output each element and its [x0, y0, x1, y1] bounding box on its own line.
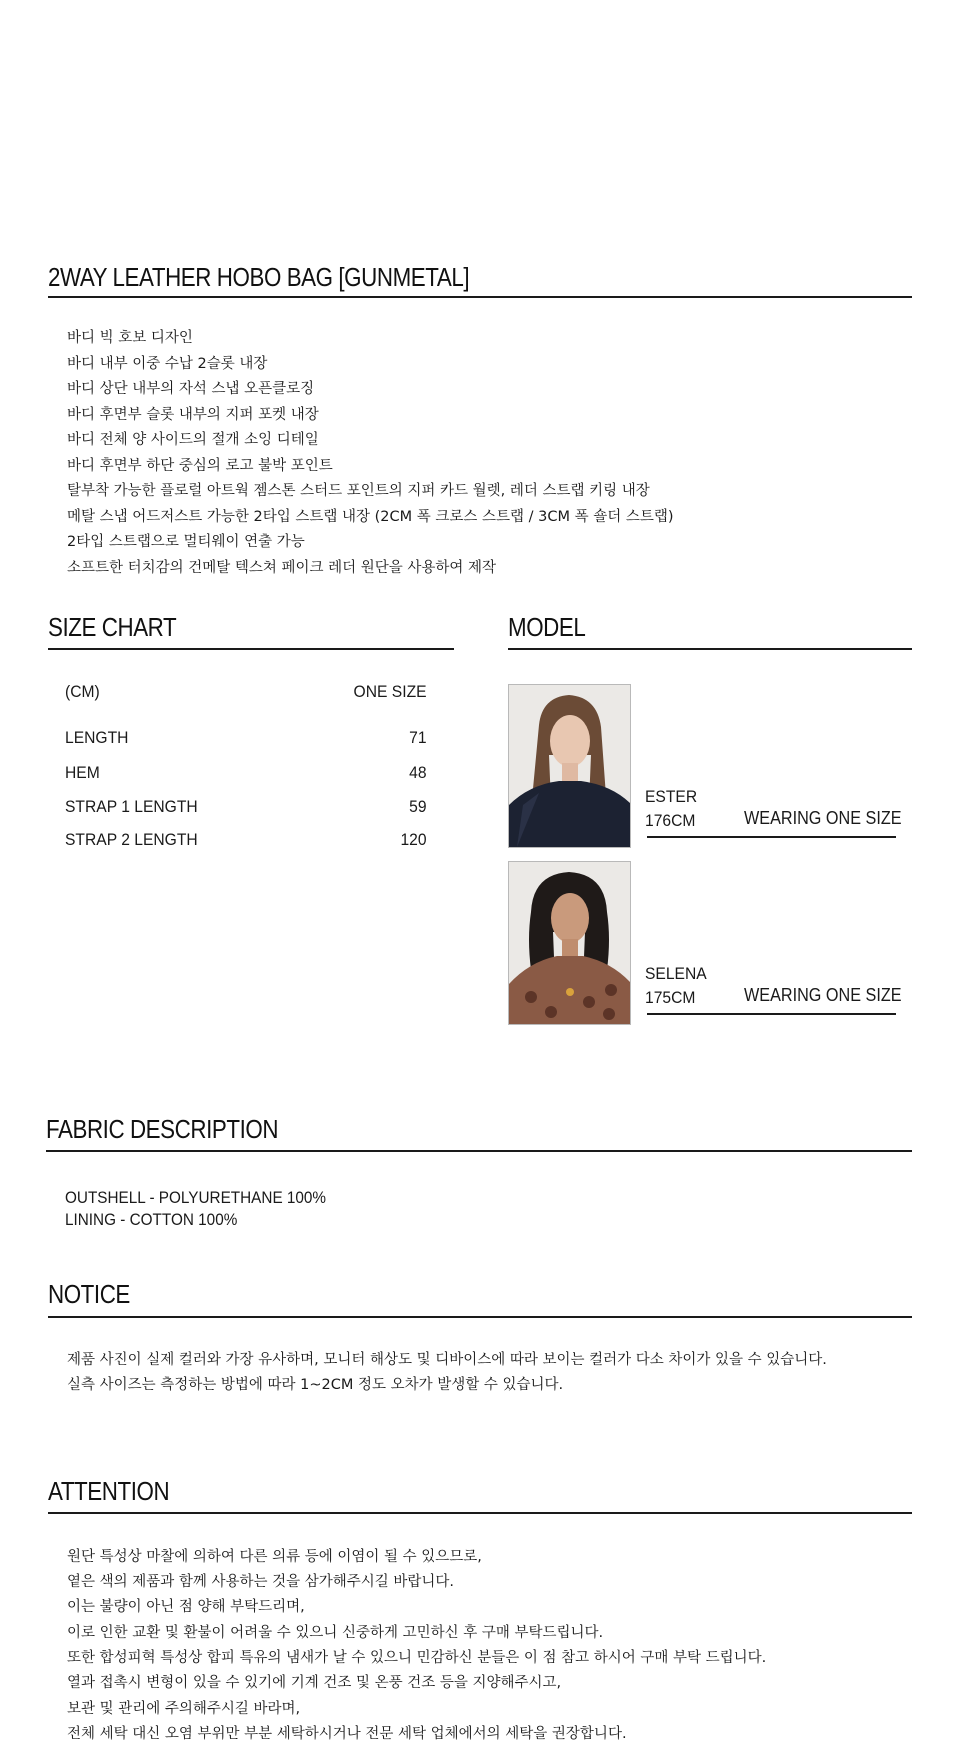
notice-line: 제품 사진이 실제 컬러와 가장 유사하며, 모니터 해상도 및 디바이스에 따라 보이는 컬러가 다소 차이가 있을 수 있습니다.	[67, 1352, 827, 1368]
model-photo-ester-illustration	[509, 685, 630, 847]
size-chart-row	[65, 763, 427, 783]
model-wearing: WEARING ONE SIZE	[744, 808, 902, 828]
fabric-outshell: OUTSHELL - POLYURETHANE 100%	[65, 1188, 327, 1207]
attention-line: 원단 특성상 마찰에 의하여 다른 의류 등에 이염이 될 수 있으므로,	[67, 1549, 482, 1565]
attention-title: ATTENTION	[48, 1476, 170, 1506]
description-item: 2타입 스트랩으로 멀티웨이 연출 가능	[67, 534, 305, 550]
attention-line: 이는 불량이 아닌 점 양해 부탁드리며,	[67, 1599, 305, 1615]
size-chart-title: SIZE CHART	[48, 612, 177, 642]
model-divider-selena	[647, 1013, 896, 1015]
measurement-label: HEM	[65, 763, 100, 782]
measurement-label: STRAP 2 LENGTH	[65, 830, 198, 849]
notice-title: NOTICE	[48, 1279, 130, 1309]
size-chart-divider	[48, 648, 454, 650]
description-item: 메탈 스냅 어드저스트 가능한 2타입 스트랩 내장 (2CM 폭 크로스 스트랩 / 3CM 폭 숄더 스트랩)	[67, 508, 674, 525]
model-height: 176CM	[645, 811, 696, 830]
fabric-divider	[46, 1150, 912, 1152]
fabric-title: FABRIC DESCRIPTION	[46, 1114, 279, 1144]
description-item: 바디 후면부 하단 중심의 로고 불박 포인트	[67, 457, 333, 474]
model-divider-ester	[647, 836, 896, 838]
model-divider	[508, 648, 912, 650]
attention-line: 전체 세탁 대신 오염 부위만 부분 세탁하시거나 전문 세탁 업체에서의 세탁을 권장합니다.	[67, 1726, 627, 1742]
fabric-lining: LINING - COTTON 100%	[65, 1210, 238, 1229]
size-unit: (CM)	[65, 682, 100, 701]
description-item: 소프트한 터치감의 건메탈 텍스쳐 페이크 레더 원단을 사용하여 제작	[67, 559, 497, 576]
notice-divider	[48, 1316, 912, 1318]
attention-line: 옅은 색의 제품과 함께 사용하는 것을 삼가해주시길 바랍니다.	[67, 1574, 455, 1590]
notice-line: 실측 사이즈는 측정하는 방법에 따라 1~2CM 정도 오차가 발생할 수 있습니다.	[67, 1377, 564, 1393]
measurement-value: 120	[400, 830, 427, 849]
product-description-list	[67, 326, 674, 581]
size-chart-header-row	[65, 682, 427, 702]
size-label: ONE SIZE	[353, 682, 427, 701]
model-name: SELENA	[645, 964, 707, 983]
size-chart-row	[65, 728, 427, 748]
attention-line: 이로 인한 교환 및 환불이 어려울 수 있으니 신중하게 고민하신 후 구매 부탁드립니다.	[67, 1625, 604, 1641]
measurement-label: STRAP 1 LENGTH	[65, 797, 198, 816]
model-photo-ester	[508, 684, 631, 848]
product-title: 2WAY LEATHER HOBO BAG [GUNMETAL]	[48, 262, 470, 292]
model-wearing: WEARING ONE SIZE	[744, 985, 902, 1005]
measurement-value: 71	[409, 728, 427, 747]
model-title: MODEL	[508, 612, 586, 642]
measurement-value: 59	[409, 797, 427, 816]
description-item: 바디 전체 양 사이드의 절개 소잉 디테일	[67, 432, 319, 448]
title-divider	[48, 296, 912, 298]
description-item: 바디 빅 호보 디자인	[67, 330, 193, 346]
attention-line: 또한 합성피혁 특성상 합피 특유의 냄새가 날 수 있으니 민감하신 분들은 이 점 참고 하시어 구매 부탁 드립니다.	[67, 1650, 767, 1666]
size-chart-row	[65, 797, 427, 817]
description-item: 탈부착 가능한 플로럴 아트웍 젬스톤 스터드 포인트의 지퍼 카드 월렛, 레더 스트랩 키링 내장	[67, 483, 650, 499]
attention-divider	[48, 1512, 912, 1514]
measurement-label: LENGTH	[65, 728, 129, 747]
attention-line: 열과 접촉시 변형이 있을 수 있기에 기계 건조 및 온풍 건조 등을 지양해주시고,	[67, 1675, 562, 1691]
description-item: 바디 내부 이중 수납 2슬롯 내장	[67, 355, 268, 372]
model-name: ESTER	[645, 787, 698, 806]
size-chart-row	[65, 830, 427, 850]
model-photo-selena-illustration	[509, 862, 630, 1024]
model-photo-selena	[508, 861, 631, 1025]
measurement-value: 48	[409, 763, 427, 782]
description-item: 바디 후면부 슬롯 내부의 지퍼 포켓 내장	[67, 406, 319, 423]
description-item: 바디 상단 내부의 자석 스냅 오픈클로징	[67, 381, 315, 397]
attention-line: 보관 및 관리에 주의해주시길 바라며,	[67, 1701, 301, 1717]
model-height: 175CM	[645, 988, 696, 1007]
